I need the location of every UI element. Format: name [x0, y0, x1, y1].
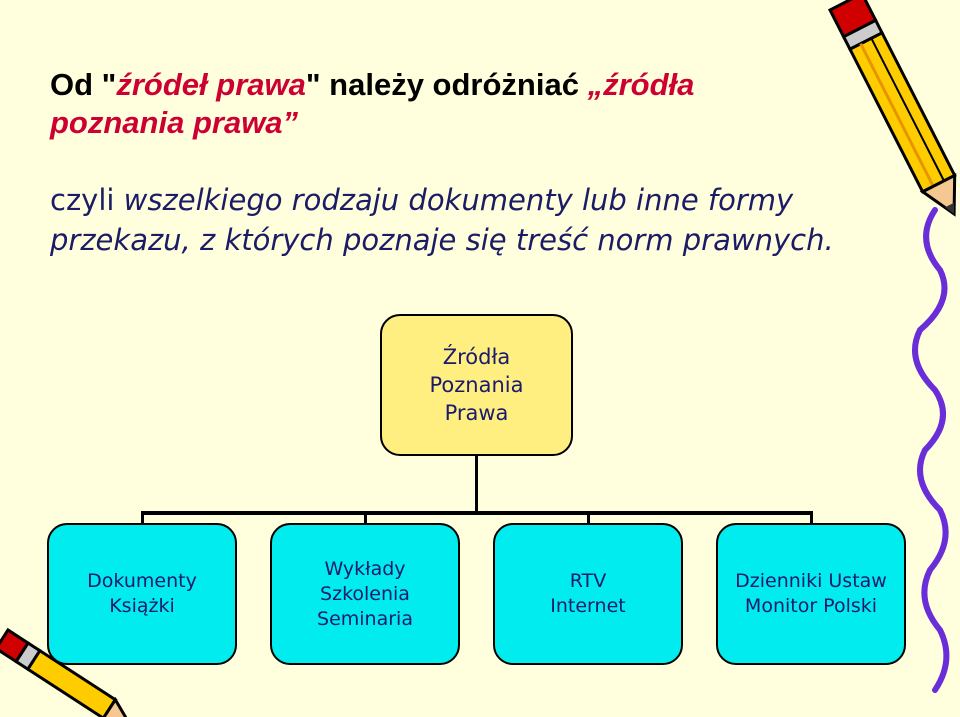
heading-highlight-cognition: „źródła poznania prawa” [50, 67, 695, 140]
leaf-node-2 [270, 523, 460, 665]
leaf-2-line-2: Szkolenia [320, 582, 410, 605]
leaf-node-3 [493, 523, 683, 665]
root-line-1: Źródła [442, 345, 511, 369]
squiggle-line-icon [895, 200, 960, 717]
heading-highlight-sources: źródeł prawa [116, 67, 306, 102]
root-line-3: Prawa [444, 401, 509, 425]
leaf-3-line-1: RTV [569, 570, 607, 592]
connector-root-down [475, 456, 478, 512]
leaf-2-line-3: Seminaria [317, 607, 413, 630]
root-node [380, 314, 573, 456]
leaf-1-line-1: Dokumenty [87, 570, 197, 592]
leaf-3-line-2: Internet [550, 595, 626, 617]
body-text-2: wszelkiego rodzaju dokumenty lub inne formy przekazu, z których poznaje się treść norm prawnych. [50, 183, 834, 257]
leaf-node-4 [716, 523, 906, 665]
leaf-2-line-1: Wykłady [324, 557, 406, 580]
leaf-4-line-1: Dzienniki Ustaw [735, 570, 887, 592]
body-text-1: czyli [50, 183, 124, 217]
heading-text-1: Od " [50, 67, 117, 102]
slide-body-text [50, 180, 870, 260]
leaf-4-line-2: Monitor Polski [744, 595, 878, 617]
leaf-1-line-2: Książki [109, 595, 175, 617]
pencil-small-icon [0, 610, 150, 717]
heading-text-2: " należy odróżniać [305, 67, 588, 102]
root-line-2: Poznania [429, 373, 524, 397]
slide-heading [50, 66, 830, 142]
connector-horizontal [141, 511, 813, 515]
